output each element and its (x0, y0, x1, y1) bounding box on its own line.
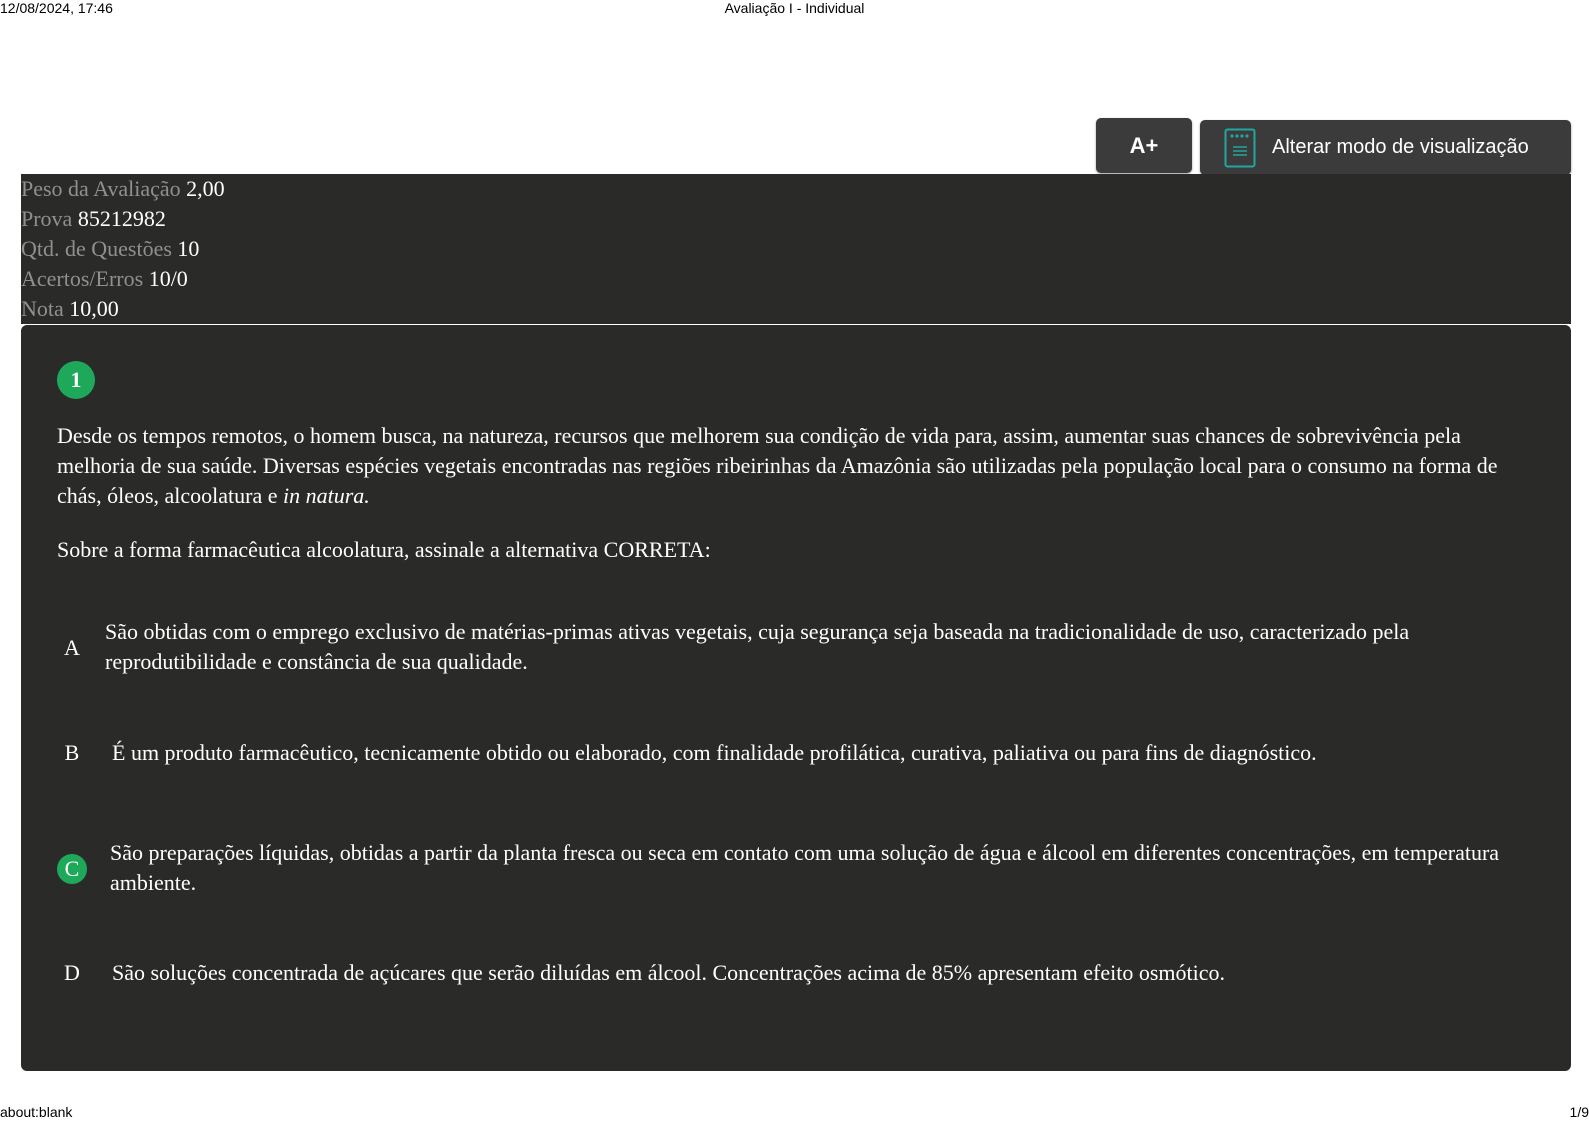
change-view-mode-label: Alterar modo de visualização (1272, 136, 1529, 158)
option-b[interactable] (57, 738, 1537, 772)
change-view-mode-button[interactable] (1200, 120, 1571, 175)
nota-value: 10,00 (69, 296, 119, 321)
print-page-number: 1/9 (1569, 1104, 1589, 1120)
peso-value: 2,00 (186, 176, 225, 201)
font-size-increase-button[interactable]: A+ (1096, 118, 1192, 173)
print-page-title: Avaliação I - Individual (724, 0, 865, 16)
question-statement (57, 421, 1537, 511)
acertos-erros-value: 10/0 (148, 266, 188, 291)
assessment-info-panel (21, 174, 1571, 324)
option-a-letter: A (64, 635, 80, 660)
option-a[interactable] (57, 617, 1537, 681)
qtd-questoes-value: 10 (177, 236, 200, 261)
info-nota (21, 294, 1571, 324)
question-statement-text: Desde os tempos remotos, o homem busca, na natureza, recursos que melhorem sua condição de vida para, assim, aumentar suas chances de sobrevivência pela melhoria de sua saúde. Diversas espécies vegetais encontradas nas regiões ribeirinhas da Amazônia são utilizadas pela população local para o consumo na forma de chás, óleos, alcoolatura e (57, 423, 1498, 508)
question-prompt: Sobre a forma farmacêutica alcoolatura, assinale a alternativa CORRETA: (57, 537, 711, 562)
acertos-erros-label: Acertos/Erros (21, 266, 144, 291)
option-d[interactable] (57, 958, 1537, 992)
option-a-text: São obtidas com o emprego exclusivo de matérias-primas ativas vegetais, cuja segurança seja baseada na tradicionalidade de uso, caracterizado pela reprodutibilidade e constância de sua qualidade. (105, 619, 1410, 674)
question-number-badge: 1 (57, 361, 95, 399)
info-peso (21, 174, 1571, 204)
option-c-text: São preparações líquidas, obtidas a partir da planta fresca ou seca em contato com uma solução de água e álcool em diferentes concentrações, em temperatura ambiente. (110, 840, 1500, 895)
option-c[interactable] (57, 838, 1537, 902)
question-statement-italic: in natura. (283, 483, 370, 508)
option-b-text: É um produto farmacêutico, tecnicamente obtido ou elaborado, com finalidade profilática, curativa, paliativa ou para fins de diagnóstico. (112, 740, 1317, 765)
option-d-text: São soluções concentrada de açúcares que serão diluídas em álcool. Concentrações acima de 85% apresentam efeito osmótico. (112, 960, 1225, 985)
info-prova (21, 204, 1571, 234)
document-view-icon (1224, 128, 1256, 168)
question-card (21, 325, 1571, 1071)
print-url: about:blank (0, 1104, 73, 1120)
peso-label: Peso da Avaliação (21, 176, 181, 201)
prova-label: Prova (21, 206, 73, 231)
prova-value: 85212982 (77, 206, 166, 231)
option-d-letter: D (64, 960, 80, 985)
info-acertos-erros (21, 264, 1571, 294)
option-b-letter: B (64, 740, 80, 765)
print-datetime: 12/08/2024, 17:46 (0, 0, 113, 16)
option-c-letter-correct: C (57, 854, 87, 884)
qtd-questoes-label: Qtd. de Questões (21, 236, 172, 261)
nota-label: Nota (21, 296, 64, 321)
info-qtd-questoes (21, 234, 1571, 264)
